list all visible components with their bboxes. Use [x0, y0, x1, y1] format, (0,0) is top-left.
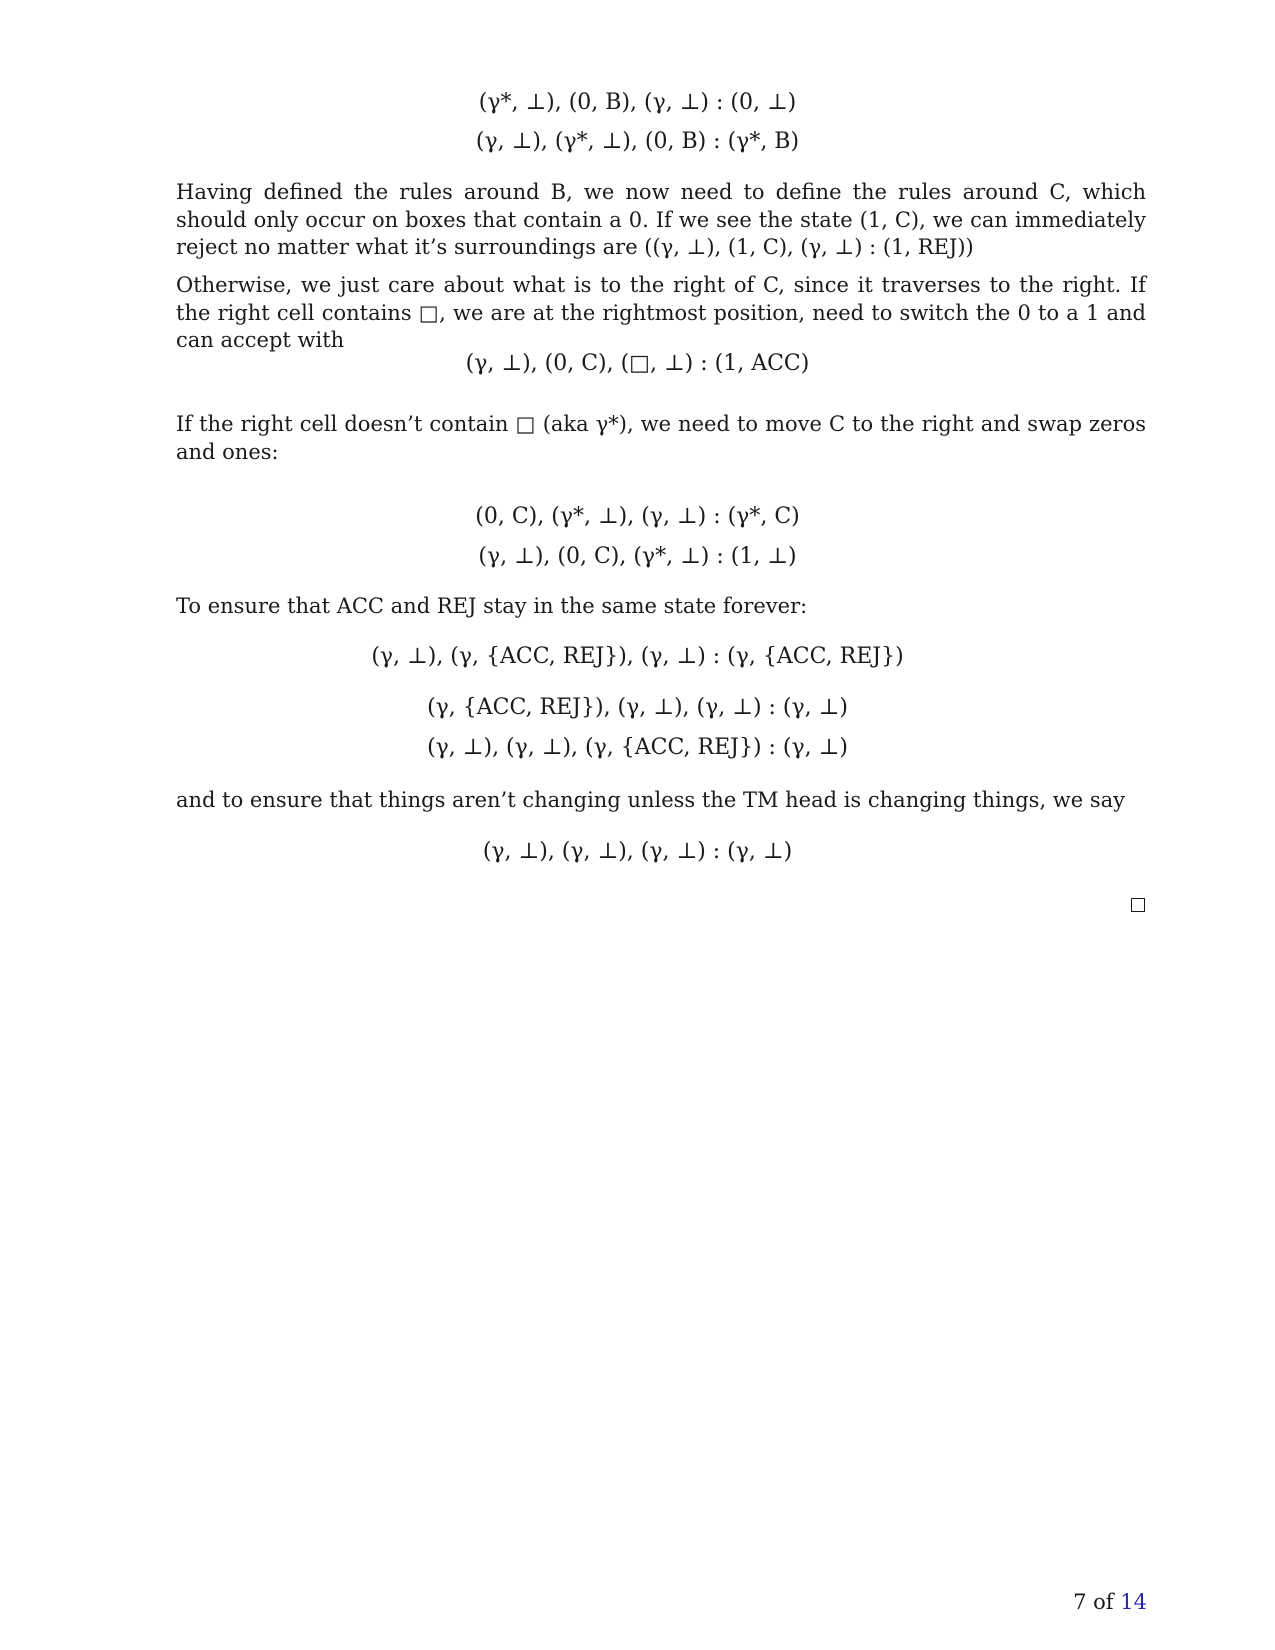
page-number: [1073, 1590, 1147, 1614]
page-current: 7: [1073, 1590, 1087, 1614]
paragraph-rules-around-c: Having defined the rules around B, we now need to define the rules around C, which should only occur on boxes that contain a 0. If we see the state (1, C), we can immediately reject no matter what it’s surroundings are ((γ, ⊥), (1, C), (γ, ⊥) : (1, REJ)): [176, 180, 1146, 259]
equation-move-1: (0, C), (γ*, ⊥), (γ, ⊥) : (γ*, C): [475, 504, 800, 529]
equation-forever-3: (γ, ⊥), (γ, ⊥), (γ, {ACC, REJ}) : (γ, ⊥): [427, 735, 848, 760]
qed-box-icon: [1131, 898, 1145, 912]
page-of: of: [1093, 1590, 1114, 1614]
equation-forever-1: (γ, ⊥), (γ, {ACC, REJ}), (γ, ⊥) : (γ, {ACC, REJ}): [371, 644, 904, 669]
paragraph-acc-rej: To ensure that ACC and REJ stay in the same state forever:: [176, 594, 808, 618]
paragraph-no-change: and to ensure that things aren’t changing unless the TM head is changing things, we say: [176, 788, 1126, 812]
equation-top-1: (γ*, ⊥), (0, B), (γ, ⊥) : (0, ⊥): [478, 90, 797, 115]
paragraph-right-cell: Otherwise, we just care about what is to the right of C, since it traverses to the right. If the right cell contains □, we are at the rightmost position, need to switch the 0 to a 1 and can accept with: [176, 273, 1146, 352]
equation-accept: (γ, ⊥), (0, C), (□, ⊥) : (1, ACC): [465, 351, 810, 376]
equation-forever-2: (γ, {ACC, REJ}), (γ, ⊥), (γ, ⊥) : (γ, ⊥): [427, 695, 848, 720]
equation-final: (γ, ⊥), (γ, ⊥), (γ, ⊥) : (γ, ⊥): [482, 839, 793, 864]
equation-move-2: (γ, ⊥), (0, C), (γ*, ⊥) : (1, ⊥): [478, 544, 797, 569]
paragraph-move-c: If the right cell doesn’t contain □ (aka γ*), we need to move C to the right and swap zeros and ones:: [176, 412, 1146, 464]
page-total-link[interactable]: 14: [1120, 1590, 1147, 1614]
equation-top-2: (γ, ⊥), (γ*, ⊥), (0, B) : (γ*, B): [475, 129, 800, 154]
